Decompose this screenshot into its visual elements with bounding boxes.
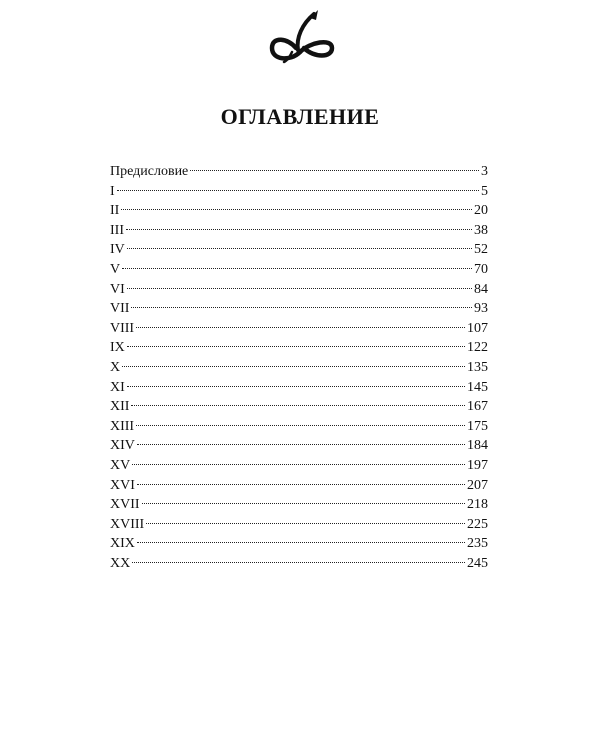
toc-entry: [110, 338, 488, 358]
table-of-contents: [110, 162, 488, 573]
toc-entry-label: XV: [110, 457, 131, 473]
dot-leader: [127, 386, 465, 387]
toc-entry-label: IV: [110, 242, 125, 258]
toc-entry-page-number: 20: [474, 203, 488, 219]
dot-leader: [136, 425, 465, 426]
toc-entry-label: II: [110, 203, 120, 219]
toc-entry-page-number: 135: [467, 359, 488, 375]
toc-entry: [110, 221, 488, 241]
toc-entry: [110, 476, 488, 496]
dot-leader: [117, 190, 479, 191]
dot-leader: [122, 366, 465, 367]
dot-leader: [126, 229, 472, 230]
toc-entry-label: XIV: [110, 438, 135, 454]
toc-entry: [110, 436, 488, 456]
dot-leader: [137, 542, 465, 543]
toc-entry: [110, 515, 488, 535]
dot-leader: [137, 444, 465, 445]
page-title: ОГЛАВЛЕНИЕ: [220, 104, 380, 129]
dot-leader: [136, 327, 465, 328]
toc-entry: [110, 534, 488, 554]
pen-flourish-icon: [262, 8, 342, 72]
toc-entry-page-number: 145: [467, 379, 488, 395]
toc-entry: [110, 319, 488, 339]
toc-entry-label: VI: [110, 281, 125, 297]
toc-entry-page-number: 3: [481, 164, 488, 179]
toc-entry-page-number: 38: [474, 222, 488, 238]
toc-entry-label: X: [110, 359, 121, 375]
toc-entry-label: XI: [110, 379, 125, 395]
toc-entry-page-number: 218: [467, 497, 488, 513]
toc-entry-label: I: [110, 183, 115, 199]
toc-entry: [110, 358, 488, 378]
toc-entry: [110, 201, 488, 221]
toc-entry-label: V: [110, 261, 121, 277]
toc-entry: [110, 456, 488, 476]
toc-entry: [110, 554, 488, 574]
dot-leader: [127, 248, 472, 249]
toc-entry-page-number: 184: [467, 438, 488, 454]
toc-entry: [110, 240, 488, 260]
toc-entry-page-number: 235: [467, 536, 488, 552]
toc-entry-page-number: 245: [467, 555, 488, 571]
toc-entry: [110, 417, 488, 437]
toc-entry-label: IX: [110, 340, 125, 356]
toc-entry-label: III: [110, 222, 124, 238]
dot-leader: [137, 484, 465, 485]
toc-entry-page-number: 167: [467, 399, 488, 415]
toc-entry-label: VIII: [110, 320, 135, 336]
toc-entry-page-number: 84: [474, 281, 488, 297]
dot-leader: [131, 307, 472, 308]
toc-entry: [110, 299, 488, 319]
toc-entry: [110, 280, 488, 300]
toc-entry-label: VII: [110, 301, 130, 317]
toc-entry-label: XX: [110, 555, 131, 571]
toc-entry-label: XVI: [110, 477, 135, 493]
toc-entry-page-number: 52: [474, 242, 488, 258]
dot-leader: [132, 562, 465, 563]
toc-entry: [110, 162, 488, 182]
toc-entry: [110, 495, 488, 515]
toc-entry: [110, 397, 488, 417]
toc-entry: [110, 378, 488, 398]
dot-leader: [142, 503, 465, 504]
toc-entry-label: XVII: [110, 497, 140, 513]
dot-leader: [127, 288, 472, 289]
toc-entry-page-number: 5: [481, 183, 488, 199]
toc-entry-label: XIII: [110, 418, 135, 434]
toc-entry-label: Предисловие: [110, 164, 189, 179]
toc-entry-page-number: 122: [467, 340, 488, 356]
dot-leader: [121, 209, 472, 210]
toc-entry-label: XVIII: [110, 516, 145, 532]
dot-leader: [127, 346, 465, 347]
toc-entry-label: XII: [110, 399, 130, 415]
toc-entry-page-number: 107: [467, 320, 488, 336]
toc-entry-page-number: 197: [467, 457, 488, 473]
toc-entry: [110, 182, 488, 202]
toc-entry: [110, 260, 488, 280]
toc-entry-label: XIX: [110, 536, 135, 552]
toc-entry-page-number: 225: [467, 516, 488, 532]
toc-entry-page-number: 93: [474, 301, 488, 317]
dot-leader: [131, 405, 465, 406]
toc-entry-page-number: 175: [467, 418, 488, 434]
dot-leader: [146, 523, 465, 524]
toc-entry-page-number: 207: [467, 477, 488, 493]
dot-leader: [190, 170, 479, 171]
toc-entry-page-number: 70: [474, 261, 488, 277]
dot-leader: [132, 464, 465, 465]
dot-leader: [122, 268, 472, 269]
